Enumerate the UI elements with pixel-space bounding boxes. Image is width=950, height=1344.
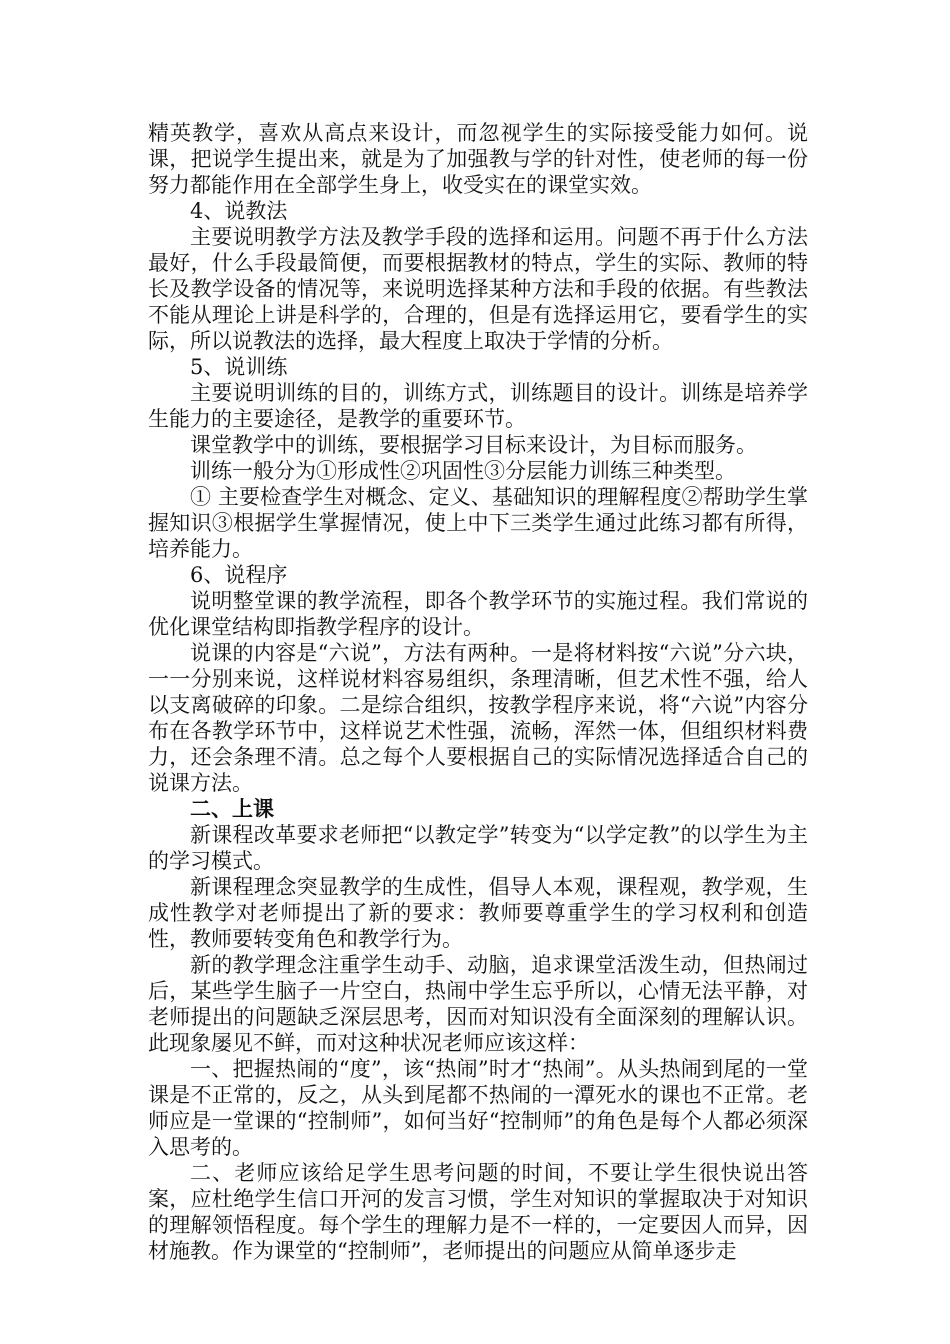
paragraph: 主要说明教学方法及教学手段的选择和运用。问题不再于什么方法最好，什么手段最简便，而要根据教材的特点，学生的实际、教师的特长及教学设备的情况等，来说明选择某种方法和手段的依据。有些教法不能从理论上讲是科学的，合理的，但是有选择运用它，要看学生的实际，所以说教法的选择，最大程度上取决于学情的分析。 [148,225,808,353]
paragraph: 主要说明训练的目的，训练方式，训练题目的设计。训练是培养学生能力的主要途径，是教学的重要环节。 [148,381,808,431]
paragraph: 说课的内容是“六说”，方法有两种。一是将材料按“六说”分六块，一一分别来说，这样说材料容易组织，条理清晰，但艺术性不强，给人以支离破碎的印象。二是综合组织，按教学程序来说，将“六说”内容分布在各教学环节中，这样说艺术性强，流畅，浑然一体，但组织材料费力，还会条理不清。总之每个人要根据自己的实际情况选择适合自己的说课方法。 [148,641,808,795]
paragraph: 一、把握热闹的“度”，该“热闹”时才“热闹”。从头热闹到尾的一堂课是不正常的，反之，从头到尾都不热闹的一潭死水的课也不正常。老师应是一堂课的“控制师”，如何当好“控制师”的角色是每个人都必须深入思考的。 [148,1057,808,1159]
section-heading-class: 二、上课 [190,796,274,821]
paragraph: 说明整堂课的教学流程，即各个教学环节的实施过程。我们常说的优化课堂结构即指教学程序的设计。 [148,589,808,639]
paragraph: 新课程改革要求老师把“以教定学”转变为“以学定教”的以学生为主的学习模式。 [148,823,808,873]
paragraph: 二、老师应该给足学生思考问题的时间，不要让学生很快说出答案，应杜绝学生信口开河的发言习惯，学生对知识的掌握取决于对知识的理解领悟程度。每个学生的理解力是不一样的，一定要因人而异，因材施教。作为课堂的“控制师”，老师提出的问题应从简单逐步走 [148,1161,808,1263]
paragraph: 训练一般分为①形成性②巩固性③分层能力训练三种类型。 [190,459,736,483]
paragraph-continuation: 精英教学，喜欢从高点来设计，而忽视学生的实际接受能力如何。说课，把说学生提出来，就是为了加强教与学的针对性，使老师的每一份努力都能作用在全部学生身上，收受实在的课堂实效。 [148,121,808,197]
paragraph: ① 主要检查学生对概念、定义、基础知识的理解程度②帮助学生掌握知识③根据学生掌握情况，使上中下三类学生通过此练习都有所得，培养能力。 [148,485,808,561]
section-title-teaching-method: 4、说教法 [190,199,288,223]
paragraph: 课堂教学中的训练，要根据学习目标来设计，为目标而服务。 [190,433,757,457]
section-title-training: 5、说训练 [190,355,288,379]
paragraph: 新的教学理念注重学生动手、动脑，追求课堂活泼生动，但热闹过后，某些学生脑子一片空白，热闹中学生忘乎所以，心情无法平静，对老师提出的问题缺乏深层思考，因而对知识没有全面深刻的理解认识。此现象屡见不鲜，而对这种状况老师应该这样： [148,953,808,1055]
section-title-procedure: 6、说程序 [190,563,288,587]
document-page [148,120,808,1264]
paragraph: 新课程理念突显教学的生成性，倡导人本观，课程观，教学观，生成性教学对老师提出了新的要求：教师要尊重学生的学习权利和创造性，教师要转变角色和教学行为。 [148,875,808,951]
